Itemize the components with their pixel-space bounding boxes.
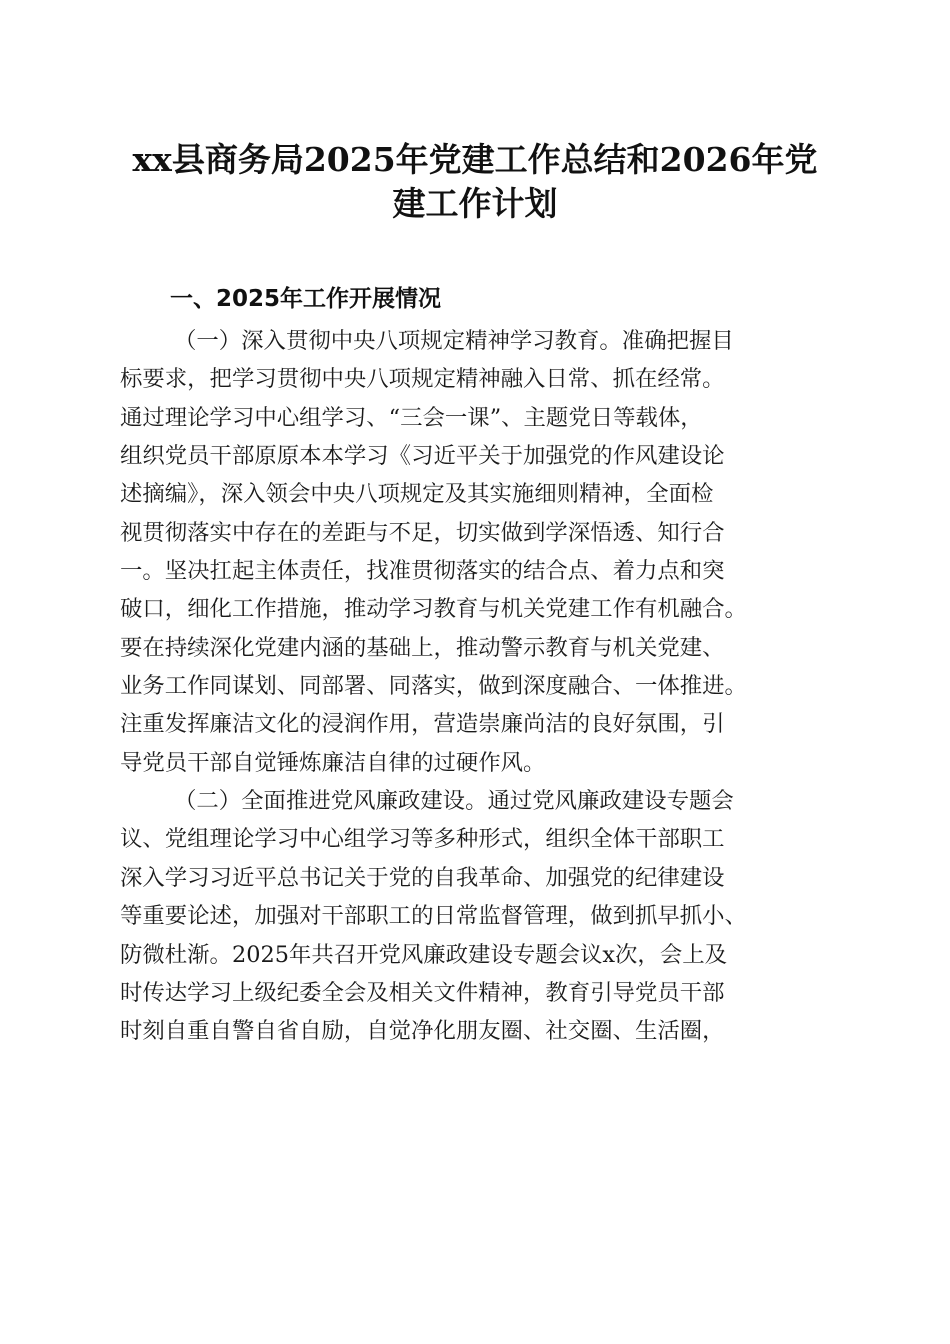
- paragraph-line: 时刻自重自警自省自励，自觉净化朋友圈、社交圈、生活圈，: [120, 1018, 725, 1045]
- document-title-line: 建工作计划: [392, 184, 558, 223]
- paragraph-line: 标要求，把学习贯彻中央八项规定精神融入日常、抓在经常。: [120, 366, 725, 393]
- paragraph-line: 视贯彻落实中存在的差距与不足，切实做到学深悟透、知行合: [120, 519, 725, 546]
- paragraph-line: 时传达学习上级纪委全会及相关文件精神，教育引导党员干部: [120, 979, 725, 1006]
- paragraph-line: 深入学习习近平总书记关于党的自我革命、加强党的纪律建设: [120, 864, 725, 891]
- section-heading: 一、2025年工作开展情况: [170, 286, 442, 312]
- paragraph-1: [120, 322, 832, 782]
- paragraph-line: 通过理论学习中心组学习、“三会一课”、主题党日等载体，: [120, 404, 703, 431]
- paragraph-line: （二）全面推进党风廉政建设。通过党风廉政建设专题会: [174, 788, 734, 815]
- paragraph-2: [120, 782, 832, 1050]
- document-title-line: xx县商务局2025年党建工作总结和2026年党: [132, 140, 818, 179]
- paragraph-line: 破口，细化工作措施，推动学习教育与机关党建工作有机融合。: [120, 596, 747, 623]
- paragraph-line: 防微杜渐。2025年共召开党风廉政建设专题会议x次，会上及: [120, 941, 727, 968]
- paragraph-line: 议、党组理论学习中心组学习等多种形式，组织全体干部职工: [120, 826, 725, 853]
- paragraph-line: 导党员干部自觉锤炼廉洁自律的过硬作风。: [120, 749, 546, 776]
- document-title: [110, 138, 840, 226]
- paragraph-line: 业务工作同谋划、同部署、同落实，做到深度融合、一体推进。: [120, 673, 747, 700]
- paragraph-line: 等重要论述，加强对干部职工的日常监督管理，做到抓早抓小、: [120, 903, 747, 930]
- paragraph-line: 组织党员干部原原本本学习《习近平关于加强党的作风建设论: [120, 443, 725, 470]
- paragraph-line: （一）深入贯彻中央八项规定精神学习教育。准确把握目: [174, 328, 734, 354]
- paragraph-line: 述摘编》，深入领会中央八项规定及其实施细则精神，全面检: [120, 481, 714, 508]
- paragraph-line: 要在持续深化党建内涵的基础上，推动警示教育与机关党建、: [120, 634, 725, 661]
- paragraph-line: 一。坚决扛起主体责任，找准贯彻落实的结合点、着力点和突: [120, 558, 725, 585]
- paragraph-line: 注重发挥廉洁文化的浸润作用，营造崇廉尚洁的良好氛围，引: [120, 711, 725, 738]
- body-text: [120, 322, 832, 1051]
